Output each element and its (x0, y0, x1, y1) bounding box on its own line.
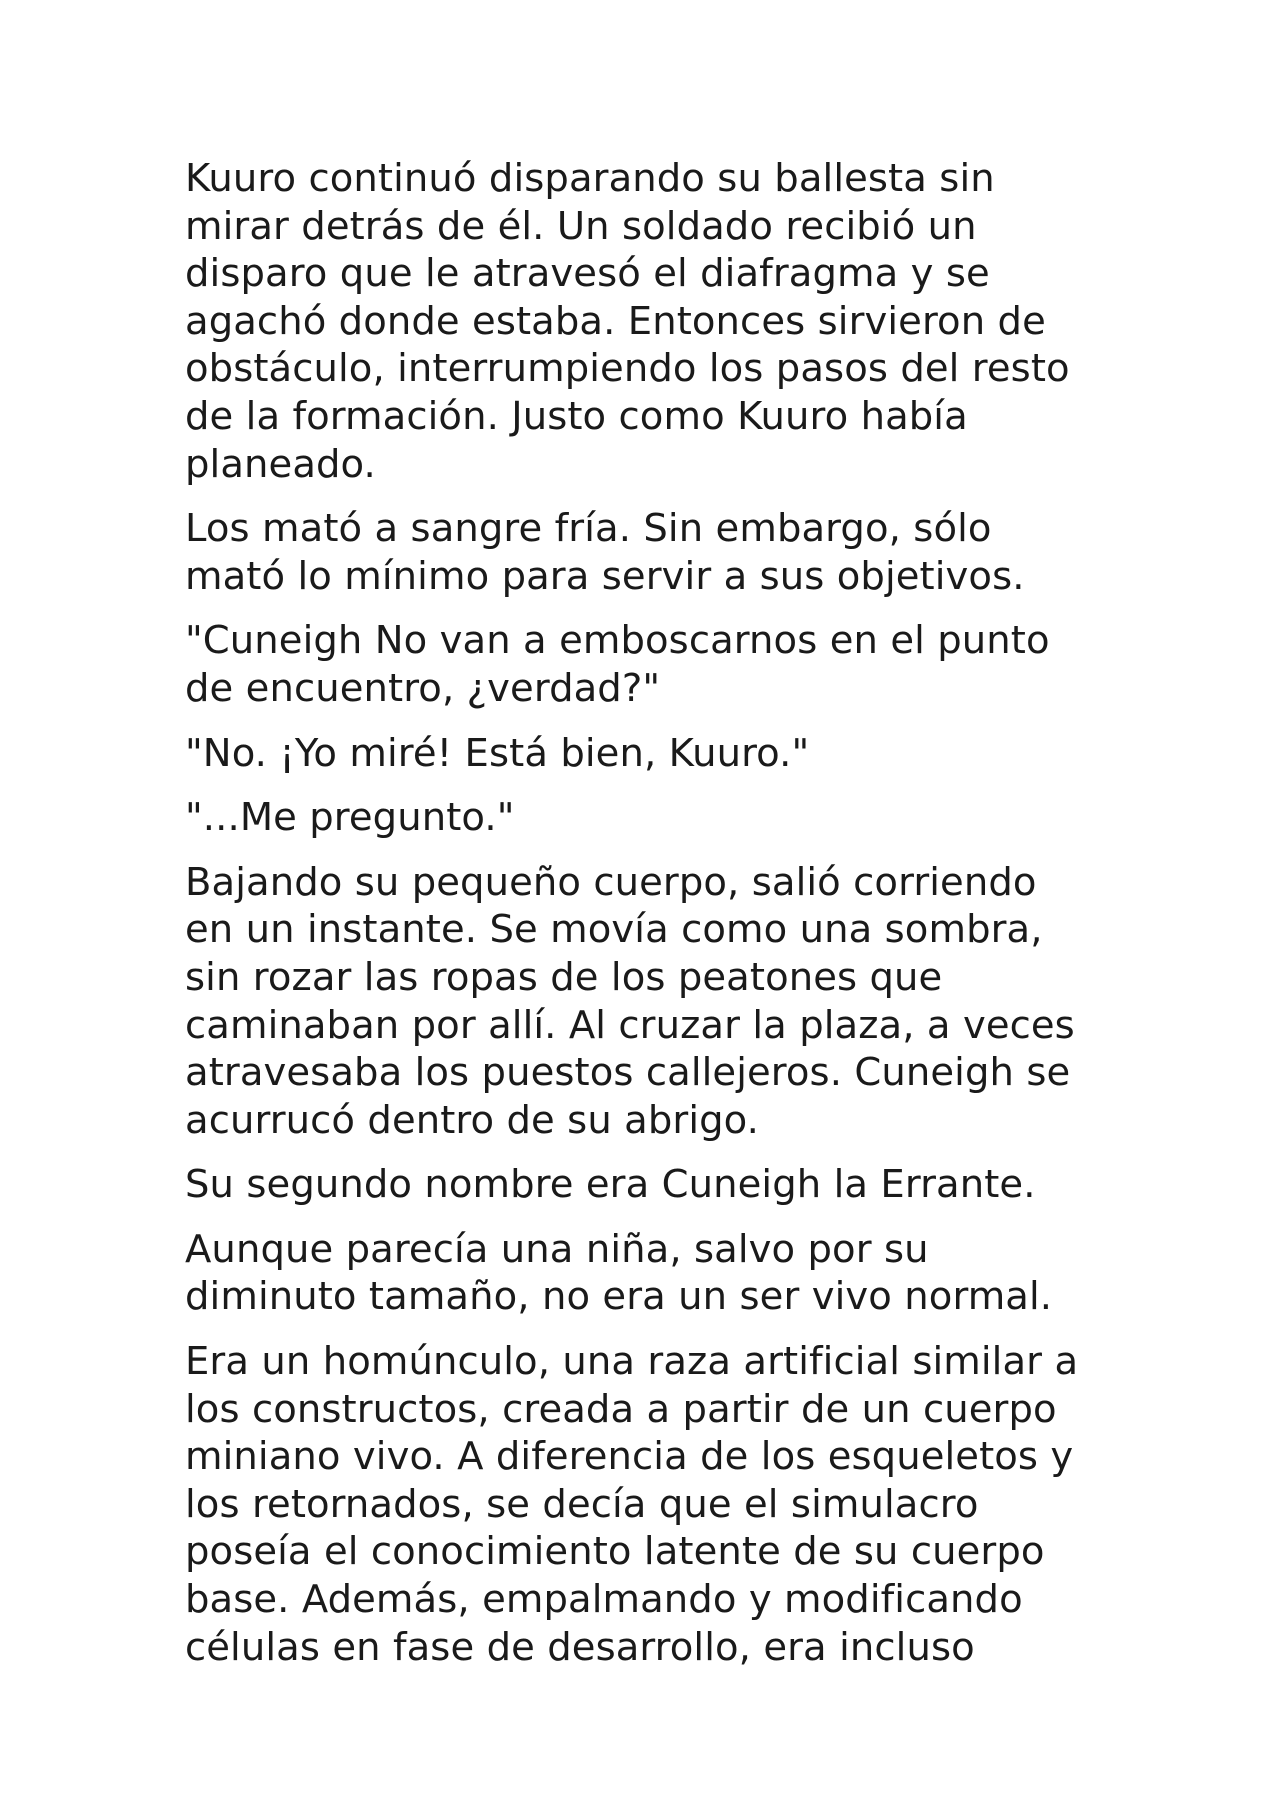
paragraph: Kuuro continuó disparando su ballesta sin mirar detrás de él. Un soldado recibió un disparo que le atravesó el diafragma y se agachó donde estaba. Entonces sirvieron de obstáculo, interrumpiendo los pasos del resto de la formación. Justo como Kuuro había planeado. (185, 156, 1070, 487)
dialogue-line: "No. ¡Yo miré! Está bien, Kuuro." (185, 730, 810, 776)
paragraph: Los mató a sangre fría. Sin embargo, sólo mató lo mínimo para servir a sus objetivos. (185, 506, 1025, 599)
paragraph: Bajando su pequeño cuerpo, salió corriendo en un instante. Se movía como una sombra, sin rozar las ropas de los peatones que caminaban por allí. Al cruzar la plaza, a veces atravesaba los puestos callejeros. Cuneigh se acurrucó dentro de su abrigo. (185, 859, 1075, 1143)
paragraph: Aunque parecía una niña, salvo por su diminuto tamaño, no era un ser vivo normal. (185, 1226, 1053, 1320)
paragraph: Era un homúnculo, una raza artificial similar a los constructos, creada a partir de un cuerpo miniano vivo. A diferencia de los esqueletos y los retornados, se decía que el simulacro poseía el conocimiento latente de su cuerpo base. Además, empalmando y modificando células en fase de desarrollo, era incluso (185, 1339, 1079, 1670)
document-page (185, 155, 1225, 1688)
dialogue-line: "...Me pregunto." (185, 795, 515, 841)
paragraph: Su segundo nombre era Cuneigh la Errante. (185, 1162, 1036, 1208)
dialogue-line: "Cuneigh No van a emboscarnos en el punto de encuentro, ¿verdad?" (185, 618, 1050, 711)
